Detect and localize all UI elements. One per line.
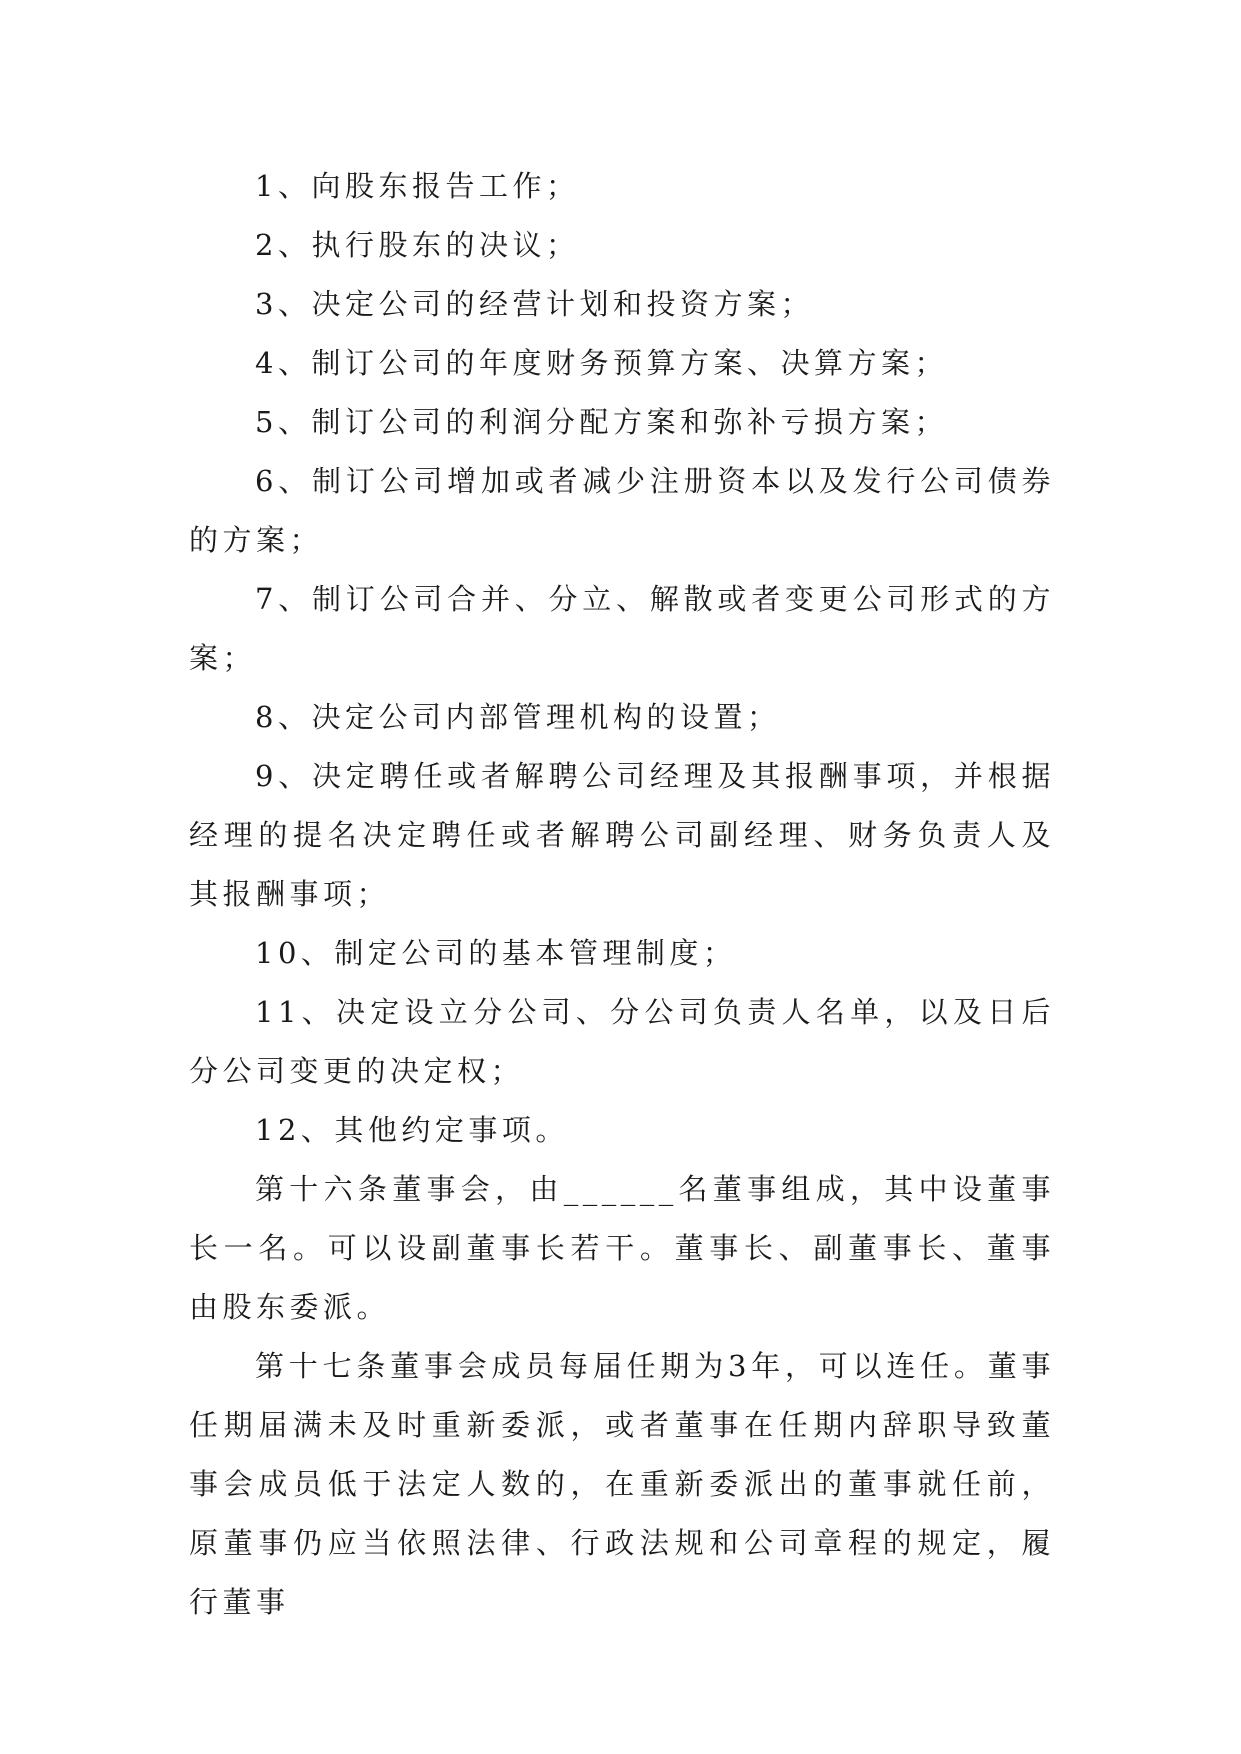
- paragraph-item-3: 3、决定公司的经营计划和投资方案；: [255, 287, 814, 321]
- paragraph-item-4: 4、制订公司的年度财务预算方案、决算方案；: [255, 346, 948, 380]
- paragraph-item-9: 9、决定聘任或者解聘公司经理及其报酬事项，并根据经理的提名决定聘任或者解聘公司副经理、财务负责人及其报酬事项；: [189, 759, 1055, 911]
- paragraph-item-12: 12、其他约定事项。: [255, 1113, 569, 1147]
- paragraph-item-2: 2、执行股东的决议；: [255, 228, 580, 262]
- paragraph-item-7: 7、制订公司合并、分立、解散或者变更公司形式的方案；: [189, 582, 1055, 675]
- article-16-paragraph: 第十六条董事会，由______名董事组成，其中设董事长一名。可以设副董事长若干。董事长、副董事长、董事由股东委派。: [189, 1172, 1055, 1324]
- paragraph-item-8: 8、决定公司内部管理机构的设置；: [255, 700, 781, 734]
- paragraph-item-11: 11、决定设立分公司、分公司负责人名单，以及日后分公司变更的决定权；: [189, 995, 1055, 1088]
- article-17-paragraph: 第十七条董事会成员每届任期为3年，可以连任。董事任期届满未及时重新委派，或者董事在任期内辞职导致董事会成员低于法定人数的，在重新委派出的董事就任前，原董事仍应当依照法律、行政法规和公司章程的规定，履行董事: [189, 1349, 1055, 1619]
- paragraph-item-5: 5、制订公司的利润分配方案和弥补亏损方案；: [255, 405, 948, 439]
- document-body: [189, 157, 1055, 1632]
- paragraph-item-6: 6、制订公司增加或者减少注册资本以及发行公司债券的方案；: [189, 464, 1055, 557]
- paragraph-item-10: 10、制定公司的基本管理制度；: [255, 936, 737, 970]
- paragraph-item-1: 1、向股东报告工作；: [255, 169, 580, 203]
